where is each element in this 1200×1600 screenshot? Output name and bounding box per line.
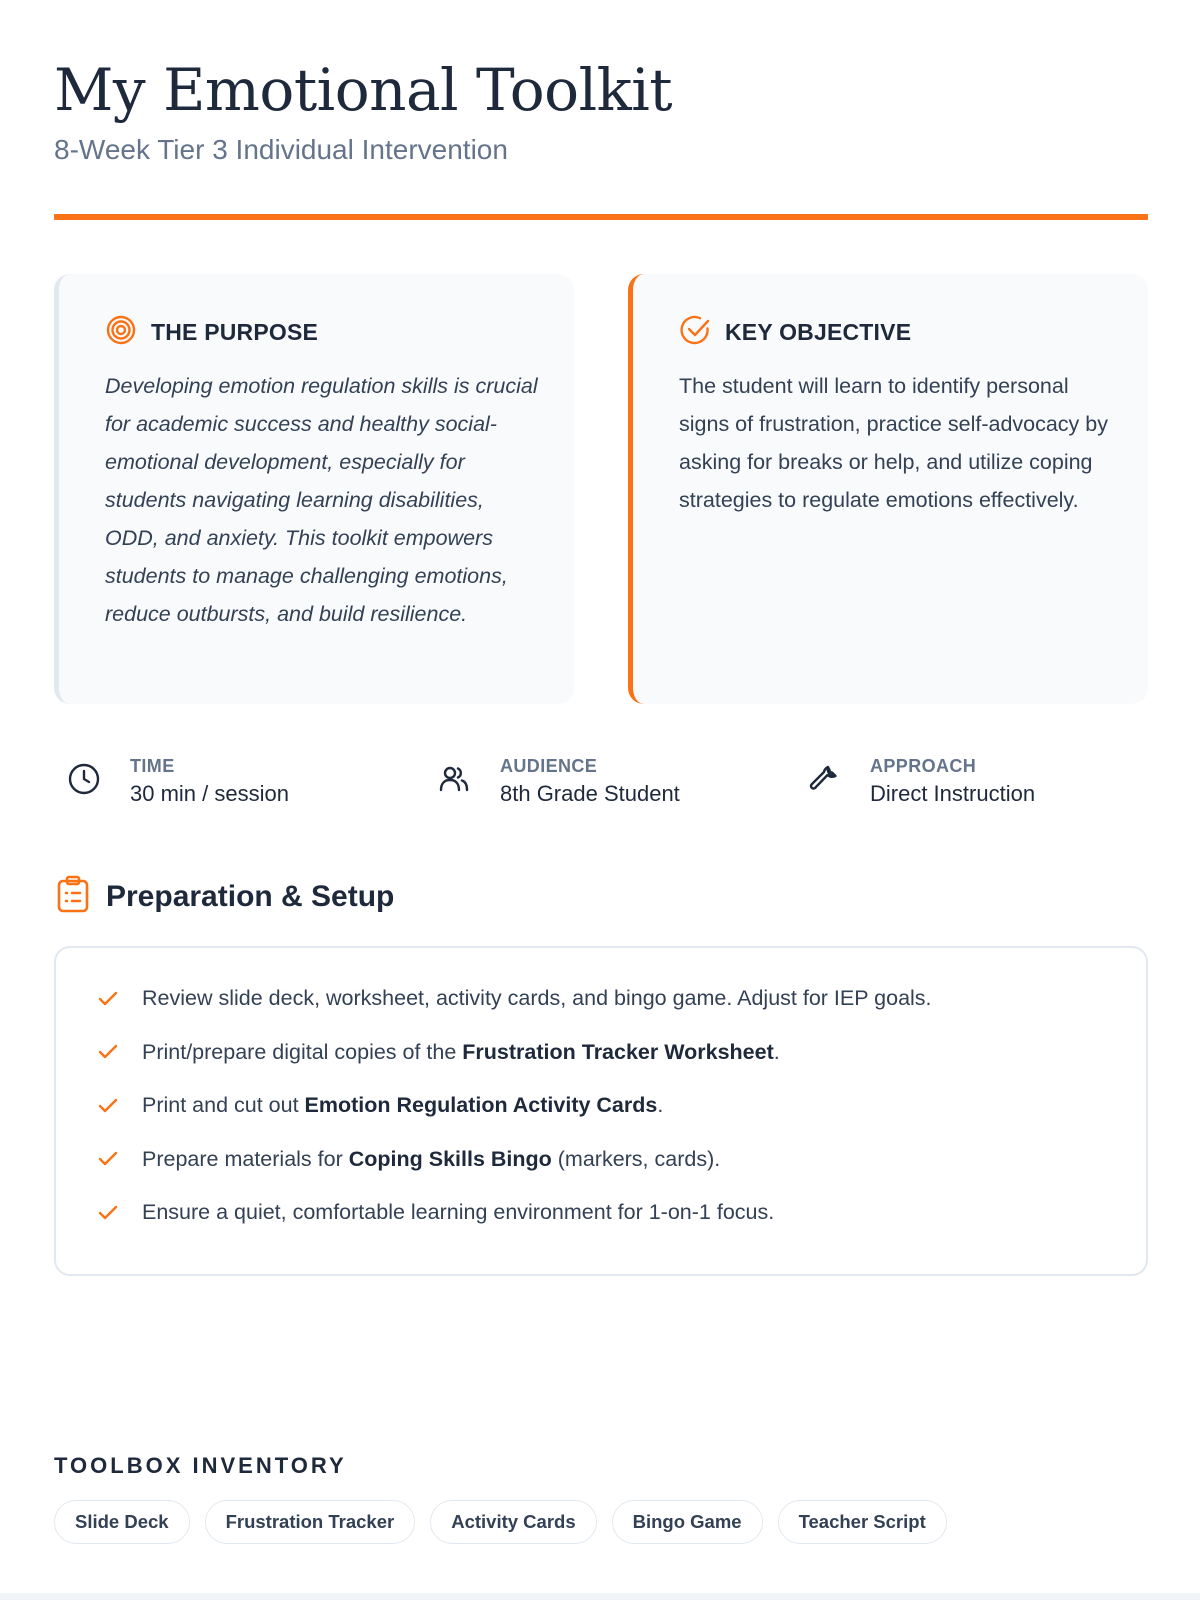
prep-item [96,1186,1106,1240]
meta-time-label: TIME [130,756,175,776]
prep-item-post: (markers, cards). [551,1146,721,1171]
prep-item-text [142,1093,663,1118]
clipboard-icon [54,874,92,919]
prep-item-bold: Coping Skills Bingo [348,1146,552,1171]
prep-item-pre: Prepare materials for [142,1146,349,1171]
meta-time-value: 30 min / session [130,781,289,806]
meta-approach [806,756,1035,807]
prep-item [96,1079,1106,1133]
meta-audience-value: 8th Grade Student [500,781,680,806]
check-icon [96,981,142,1017]
meta-audience [436,756,680,807]
header-divider [54,214,1148,220]
prep-item [96,1133,1106,1187]
meta-audience-label: AUDIENCE [500,756,598,776]
prep-item-bold: Emotion Regulation Activity Cards [304,1093,658,1118]
prep-item-post: . [773,1039,780,1064]
meta-approach-label: APPROACH [870,756,977,776]
purpose-card [54,274,574,704]
prep-item-text [142,986,932,1011]
check-icon [96,1141,142,1177]
prep-item-text [142,1200,774,1225]
objective-title: KEY OBJECTIVE [725,319,912,345]
purpose-body: Developing emotion regulation skills is crucial for academic success and healthy social-emotional development, especially for students navigating learning disabilities, ODD, and anxiety. This toolkit empowers students to manage challenging emotions, reduce outbursts, and build resilience. [105,374,538,626]
meta-approach-value: Direct Instruction [870,781,1036,806]
bottom-bar [0,1593,1200,1600]
prep-item-pre: Print and cut out [142,1093,305,1118]
page-subtitle: 8-Week Tier 3 Individual Intervention [54,134,508,165]
prep-item-pre: Print/prepare digital copies of the [142,1039,463,1064]
prep-title: Preparation & Setup [106,879,395,913]
inventory-title: TOOLBOX INVENTORY [54,1453,347,1478]
inventory-chip: Slide Deck [54,1500,190,1544]
check-icon [96,1034,142,1070]
check-icon [96,1195,142,1231]
users-icon [436,761,500,802]
purpose-title: THE PURPOSE [151,319,319,345]
prep-item-pre: Review slide deck, worksheet, activity cards, and bingo game. Adjust for IEP goals. [142,986,932,1011]
inventory-chip: Frustration Tracker [205,1500,416,1544]
prep-item [96,1026,1106,1080]
check-icon [96,1088,142,1124]
objective-card [628,274,1148,704]
prep-item-bold: Frustration Tracker Worksheet [462,1039,774,1064]
inventory-chip: Teacher Script [778,1500,947,1544]
prep-checklist [54,946,1148,1276]
clock-icon [66,761,130,802]
prep-item [96,972,1106,1026]
prep-section-header [54,874,394,919]
target-icon [105,314,137,351]
prep-item-text [142,1040,780,1065]
prep-item-pre: Ensure a quiet, comfortable learning environment for 1-on-1 focus. [142,1200,775,1225]
wrench-icon [806,761,870,802]
meta-time [66,756,289,807]
page-title: My Emotional Toolkit [54,56,673,124]
inventory-chip: Bingo Game [612,1500,763,1544]
check-circle-icon [679,314,711,351]
inventory-chip: Activity Cards [430,1500,596,1544]
prep-item-text [142,1147,720,1172]
prep-item-post: . [657,1093,664,1118]
inventory-chips [54,1500,947,1544]
objective-body: The student will learn to identify personal signs of frustration, practice self-advocacy by asking for breaks or help, and utilize coping strategies to regulate emotions effectively. [679,374,1108,512]
